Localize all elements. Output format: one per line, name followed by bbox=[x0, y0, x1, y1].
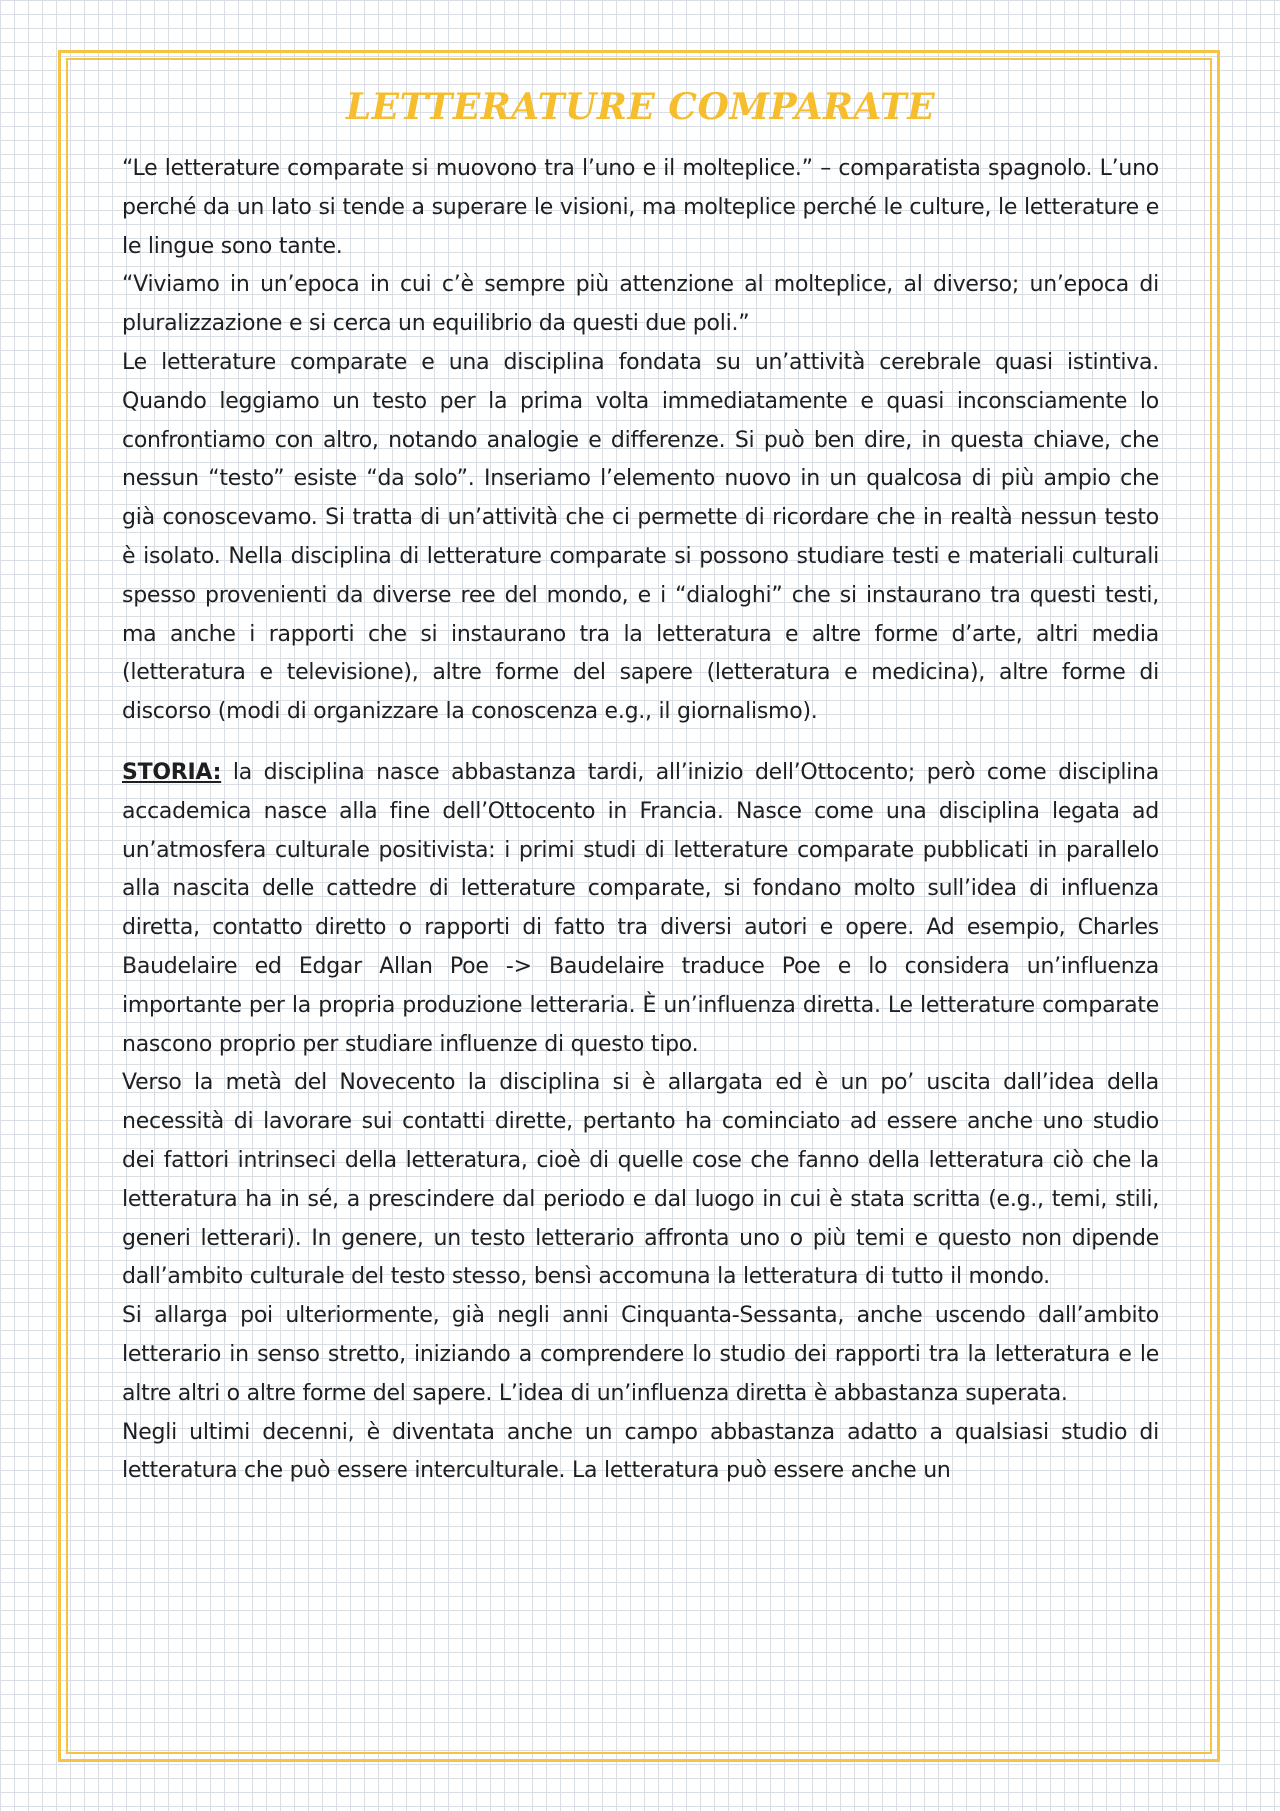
intro-epoch-quote-paragraph: “Viviamo in un’epoca in cui c’è sempre più attenzione al molteplice, al diverso; un’epoca di pluralizzazione e si cerca un equilibrio da questi due poli.” bbox=[122, 272, 1159, 337]
ultimi-decenni-paragraph: Negli ultimi decenni, è diventata anche un campo abbastanza adatto a qualsiasi studio di letteratura che può essere interculturale. La letteratura può essere anche un bbox=[122, 1419, 1159, 1484]
novecento-paragraph: Verso la metà del Novecento la disciplina si è allargata ed è un po’ uscita dall’idea della necessità di lavorare sui contatti dirette, pertanto ha cominciato ad essere anche uno studio dei fattori intrinseci della letteratura, cioè di quelle cose che fanno della letteratura ciò che la letteratura ha in sé, a prescindere dal periodo e dal luogo in cui è stata scritta (e.g., temi, stili, generi letterari). In genere, un testo letterario affronta uno o più temi e questo non dipende dall’ambito culturale del testo stesso, bensì accomuna la letteratura di tutto il mondo. bbox=[122, 1070, 1159, 1290]
cinquanta-sessanta-paragraph: Si allarga poi ulteriormente, già negli anni Cinquanta-Sessanta, anche uscendo dall’ambito letterario in senso stretto, iniziando a comprendere lo studio dei rapporti tra la letteratura e le altre altri o altre forme del sapere. L’idea di un’influenza diretta è abbastanza superata. bbox=[122, 1303, 1159, 1406]
intro-definition-paragraph: Le letterature comparate e una disciplina fondata su un’attività cerebrale quasi istintiva. Quando leggiamo un testo per la prima volta immediatamente e quasi inconsciamente lo confrontiamo con altro, notando analogie e differenze. Si può ben dire, in questa chiave, che nessun “testo” esiste “da solo”. Inseriamo l’elemento nuovo in un qualcosa di più ampio che già conoscevamo. Si tratta di un’attività che ci permette di ricordare che in realtà nessun testo è isolato. Nella disciplina di letterature comparate si possono studiare testi e materiali culturali spesso provenienti da diverse ree del mondo, e i “dialoghi” che si instaurano tra questi testi, ma anche i rapporti che si instaurano tra la letteratura e altre forme d’arte, altri media (letteratura e televisione), altre forme del sapere (letteratura e medicina), altre forme di discorso (modi di organizzare la conoscenza e.g., il giornalismo). bbox=[122, 349, 1159, 725]
storia-paragraph bbox=[122, 754, 1159, 1064]
page-content bbox=[122, 78, 1159, 1491]
storia-text: la disciplina nasce abbastanza tardi, all’inizio dell’Ottocento; però come disciplina accademica nasce alla fine dell’Ottocento in Francia. Nasce come una disciplina legata ad un’atmosfera culturale positivista: i primi studi di letterature comparate pubblicati in parallelo alla nascita delle cattedre di letterature comparate, si fondano molto sull’idea di influenza diretta, contatto diretto o rapporti di fatto tra diversi autori e opere. Ad esempio, Charles Baudelaire ed Edgar Allan Poe -> Baudelaire traduce Poe e lo considera un’influenza importante per la propria produzione letteraria. È un’influenza diretta. Le letterature comparate nascono proprio per studiare influenze di questo tipo. bbox=[122, 759, 1159, 1057]
page-title: LETTERATURE COMPARATE bbox=[345, 86, 936, 128]
intro-quote-paragraph: “Le letterature comparate si muovono tra l’uno e il molteplice.” – comparatista spagnolo. L’uno perché da un lato si tende a superare le visioni, ma molteplice perché le culture, le letterature e le lingue sono tante. bbox=[122, 156, 1159, 259]
storia-label: STORIA: bbox=[122, 759, 222, 785]
